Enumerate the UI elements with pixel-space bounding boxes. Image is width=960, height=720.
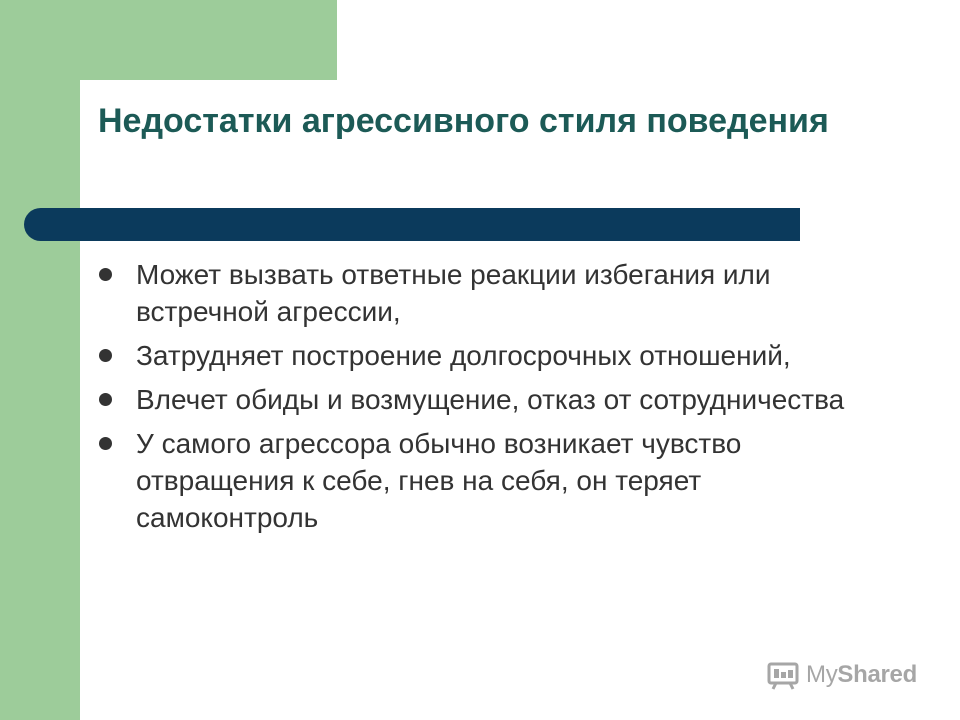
bullet-dot-icon [99, 268, 112, 281]
list-item [98, 381, 878, 418]
bullet-text: Влечет обиды и возмущение, отказ от сотрудничества [136, 384, 845, 415]
green-top-band [0, 0, 337, 80]
bullet-dot-icon [99, 437, 112, 450]
green-side-band [0, 0, 80, 720]
watermark-text: MyShared [806, 661, 917, 688]
list-item [98, 425, 878, 536]
title-divider-bar [24, 208, 800, 241]
bullet-dot-icon [99, 349, 112, 362]
bullet-dot-icon [99, 393, 112, 406]
list-item [98, 256, 878, 330]
bullet-text: У самого агрессора обычно возникает чувство отвращения к себе, гнев на себя, он теряет самоконтроль [136, 428, 742, 533]
presentation-board-icon [766, 660, 800, 690]
myshared-watermark [766, 656, 917, 694]
bullet-list [98, 256, 878, 543]
slide-title: Недостатки агрессивного стиля поведения [98, 102, 829, 140]
list-item [98, 337, 878, 374]
bullet-text: Затрудняет построение долгосрочных отношений, [136, 340, 791, 371]
bullet-text: Может вызвать ответные реакции избегания или встречной агрессии, [136, 259, 771, 327]
